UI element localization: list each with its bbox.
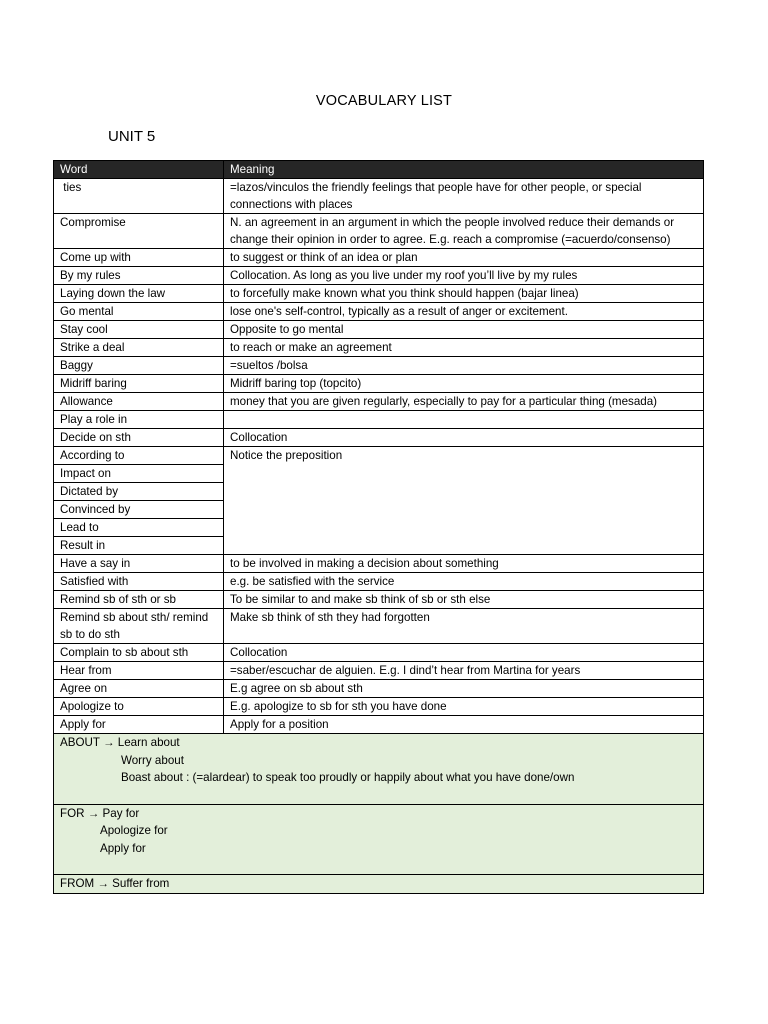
about-section-row [54, 734, 704, 805]
meaning-cell: =lazos/vinculos the friendly feelings that people have for other people, or special connections with places [224, 179, 704, 214]
word-cell: Impact on [54, 465, 224, 483]
meaning-cell: e.g. be satisfied with the service [224, 573, 704, 591]
meaning-cell: Opposite to go mental [224, 321, 704, 339]
table-header-row [54, 161, 704, 179]
meaning-cell: Notice the preposition [224, 447, 704, 555]
table-row [54, 716, 704, 734]
meaning-cell: N. an agreement in an argument in which the people involved reduce their demands or change their opinion in order to agree. E.g. reach a compromise (=acuerdo/consenso) [224, 214, 704, 249]
for-section-row [54, 804, 704, 875]
table-row [54, 591, 704, 609]
word-cell: Result in [54, 537, 224, 555]
table-row [54, 411, 704, 429]
table-row [54, 339, 704, 357]
table-row [54, 375, 704, 393]
word-cell: Laying down the law [54, 285, 224, 303]
table-row [54, 303, 704, 321]
table-row [54, 249, 704, 267]
about-section [54, 734, 704, 805]
table-row [54, 447, 704, 465]
table-row [54, 644, 704, 662]
word-cell: Apologize to [54, 698, 224, 716]
meaning-cell: to forcefully make known what you think should happen (bajar linea) [224, 285, 704, 303]
for-item: Apologize for [100, 824, 168, 837]
table-row [54, 267, 704, 285]
word-cell: Play a role in [54, 411, 224, 429]
meaning-cell: money that you are given regularly, especially to pay for a particular thing (mesada) [224, 393, 704, 411]
word-cell: Remind sb of sth or sb [54, 591, 224, 609]
word-cell: Lead to [54, 519, 224, 537]
meaning-cell: E.g. apologize to sb for sth you have done [224, 698, 704, 716]
word-cell: Midriff baring [54, 375, 224, 393]
table-row [54, 609, 704, 644]
meaning-cell: Collocation [224, 644, 704, 662]
word-cell: Hear from [54, 662, 224, 680]
table-row [54, 214, 704, 249]
word-cell: According to [54, 447, 224, 465]
word-column-header: Word [54, 161, 224, 179]
for-heading: FOR → Pay for [60, 806, 140, 820]
word-cell: Have a say in [54, 555, 224, 573]
meaning-cell: to suggest or think of an idea or plan [224, 249, 704, 267]
word-cell: Baggy [54, 357, 224, 375]
word-cell: Allowance [54, 393, 224, 411]
meaning-cell: =sueltos /bolsa [224, 357, 704, 375]
word-cell: Agree on [54, 680, 224, 698]
table-row [54, 285, 704, 303]
for-section [54, 804, 704, 875]
table-row [54, 393, 704, 411]
meaning-column-header: Meaning [224, 161, 704, 179]
meaning-cell: E.g agree on sb about sth [224, 680, 704, 698]
from-section [54, 875, 704, 894]
word-cell: Satisfied with [54, 573, 224, 591]
meaning-cell: lose one's self-control, typically as a result of anger or excitement. [224, 303, 704, 321]
from-section-row [54, 875, 704, 894]
word-cell: Come up with [54, 249, 224, 267]
word-cell: Stay cool [54, 321, 224, 339]
table-row [54, 321, 704, 339]
about-item: Boast about : (=alardear) to speak too proudly or happily about what you have done/own [121, 771, 575, 784]
meaning-cell: Collocation. As long as you live under my roof you’ll live by my rules [224, 267, 704, 285]
table-row [54, 680, 704, 698]
unit-heading: UNIT 5 [108, 128, 156, 145]
meaning-cell: Collocation [224, 429, 704, 447]
for-item: Apply for [100, 841, 146, 855]
word-cell: Go mental [54, 303, 224, 321]
word-cell: Compromise [54, 214, 224, 249]
word-cell: ties [54, 179, 224, 214]
table-row [54, 429, 704, 447]
table-row [54, 573, 704, 591]
from-heading: FROM → Suffer from [60, 877, 170, 890]
word-cell: Convinced by [54, 501, 224, 519]
meaning-cell: =saber/escuchar de alguien. E.g. I dind’t hear from Martina for years [224, 662, 704, 680]
word-cell: Dictated by [54, 483, 224, 501]
word-cell: Decide on sth [54, 429, 224, 447]
table-row [54, 179, 704, 214]
word-cell: Strike a deal [54, 339, 224, 357]
about-heading: ABOUT → Learn about [60, 736, 180, 749]
vocabulary-table [53, 160, 704, 894]
about-item: Worry about [121, 753, 184, 767]
table-row [54, 357, 704, 375]
word-cell: Complain to sb about sth [54, 644, 224, 662]
table-row [54, 698, 704, 716]
meaning-cell [224, 411, 704, 429]
word-cell: By my rules [54, 267, 224, 285]
table-row [54, 555, 704, 573]
table-row [54, 662, 704, 680]
meaning-cell: Midriff baring top (topcito) [224, 375, 704, 393]
meaning-cell: To be similar to and make sb think of sb or sth else [224, 591, 704, 609]
word-cell: Remind sb about sth/ remind sb to do sth [54, 609, 224, 644]
meaning-cell: Make sb think of sth they had forgotten [224, 609, 704, 644]
word-cell: Apply for [54, 716, 224, 734]
meaning-cell: Apply for a position [224, 716, 704, 734]
meaning-cell: to reach or make an agreement [224, 339, 704, 357]
meaning-cell: to be involved in making a decision about something [224, 555, 704, 573]
page-title: VOCABULARY LIST [315, 93, 453, 109]
